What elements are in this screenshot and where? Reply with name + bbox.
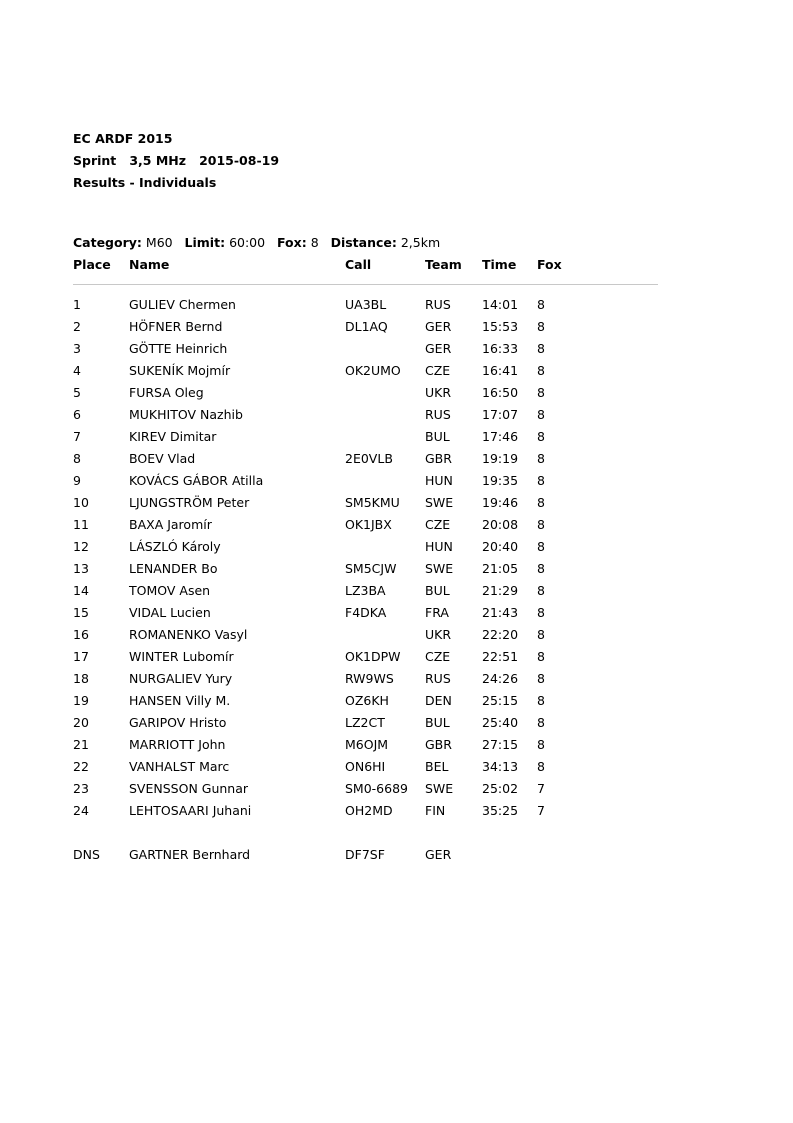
table-row — [0, 736, 793, 758]
cell-call: DL1AQ — [345, 319, 388, 334]
table-row — [0, 340, 793, 362]
cell-time: 17:46 — [482, 429, 519, 444]
cell-team: DEN — [425, 693, 452, 708]
cell-name: SUKENÍK Mojmír — [129, 363, 231, 378]
cell-name: ROMANENKO Vasyl — [129, 627, 248, 642]
column-header-fox: Fox — [537, 257, 562, 272]
cell-name: KOVÁCS GÁBOR Atilla — [129, 473, 264, 488]
column-header-call: Call — [345, 257, 372, 272]
dns-call: DF7SF — [345, 847, 385, 862]
cell-call: OH2MD — [345, 803, 393, 818]
cell-fox: 7 — [537, 803, 545, 818]
event-title: EC ARDF 2015 — [73, 131, 173, 146]
cell-fox: 8 — [537, 495, 545, 510]
column-header-team: Team — [425, 257, 462, 272]
cell-place: 24 — [73, 803, 89, 818]
cell-time: 27:15 — [482, 737, 519, 752]
cell-team: GER — [425, 319, 452, 334]
cell-team: CZE — [425, 363, 451, 378]
cell-call: ON6HI — [345, 759, 386, 774]
cell-time: 16:41 — [482, 363, 519, 378]
cell-time: 20:08 — [482, 517, 519, 532]
table-row — [0, 692, 793, 714]
cell-place: 6 — [73, 407, 81, 422]
cell-place: 11 — [73, 517, 89, 532]
cell-place: 8 — [73, 451, 81, 466]
cell-time: 34:13 — [482, 759, 519, 774]
table-row — [0, 648, 793, 670]
table-row — [0, 714, 793, 736]
competition-date: 2015-08-19 — [199, 153, 280, 168]
cell-team: GER — [425, 341, 452, 356]
cell-name: NURGALIEV Yury — [129, 671, 233, 686]
cell-place: 12 — [73, 539, 89, 554]
cell-time: 22:51 — [482, 649, 519, 664]
cell-team: UKR — [425, 627, 452, 642]
cell-name: HÖFNER Bernd — [129, 319, 223, 334]
cell-team: RUS — [425, 297, 451, 312]
cell-place: 17 — [73, 649, 89, 664]
cell-team: RUS — [425, 671, 451, 686]
cell-time: 21:05 — [482, 561, 519, 576]
cell-place: 1 — [73, 297, 81, 312]
cell-place: 14 — [73, 583, 89, 598]
cell-fox: 8 — [537, 737, 545, 752]
cell-name: LENANDER Bo — [129, 561, 218, 576]
cell-fox: 8 — [537, 517, 545, 532]
cell-time: 25:40 — [482, 715, 519, 730]
cell-place: 3 — [73, 341, 81, 356]
cell-name: MARRIOTT John — [129, 737, 226, 752]
cell-call: UA3BL — [345, 297, 387, 312]
cell-team: BUL — [425, 715, 450, 730]
cell-place: 5 — [73, 385, 81, 400]
cell-team: HUN — [425, 539, 453, 554]
cell-name: VANHALST Marc — [129, 759, 230, 774]
cell-fox: 8 — [537, 385, 545, 400]
cell-name: GARIPOV Hristo — [129, 715, 227, 730]
cell-team: GBR — [425, 737, 452, 752]
dns-row — [0, 846, 793, 868]
cell-fox: 8 — [537, 451, 545, 466]
header-divider — [73, 284, 658, 285]
table-row — [0, 516, 793, 538]
column-header-name: Name — [129, 257, 170, 272]
cell-team: SWE — [425, 781, 454, 796]
competition-name: Sprint — [73, 153, 117, 168]
cell-fox: 8 — [537, 429, 545, 444]
table-row — [0, 758, 793, 780]
cell-call: F4DKA — [345, 605, 387, 620]
document-header — [73, 130, 279, 196]
cell-fox: 8 — [537, 627, 545, 642]
fox-value: 8 — [310, 235, 319, 250]
cell-time: 16:33 — [482, 341, 519, 356]
table-row — [0, 362, 793, 384]
cell-place: 2 — [73, 319, 81, 334]
dns-name: GARTNER Bernhard — [129, 847, 251, 862]
table-row — [0, 318, 793, 340]
distance-value: 2,5km — [400, 235, 441, 250]
cell-place: 19 — [73, 693, 89, 708]
cell-place: 22 — [73, 759, 89, 774]
table-row — [0, 296, 793, 318]
cell-fox: 8 — [537, 649, 545, 664]
table-row — [0, 670, 793, 692]
cell-place: 9 — [73, 473, 81, 488]
limit-value: 60:00 — [229, 235, 266, 250]
results-subtitle: Results - Individuals — [73, 175, 217, 190]
cell-time: 20:40 — [482, 539, 519, 554]
cell-time: 19:46 — [482, 495, 519, 510]
cell-name: TOMOV Asen — [129, 583, 211, 598]
results-table — [0, 296, 793, 824]
cell-fox: 7 — [537, 781, 545, 796]
cell-fox: 8 — [537, 693, 545, 708]
cell-fox: 8 — [537, 671, 545, 686]
cell-call: OK1DPW — [345, 649, 401, 664]
cell-name: WINTER Lubomír — [129, 649, 234, 664]
cell-fox: 8 — [537, 341, 545, 356]
cell-name: BAXA Jaromír — [129, 517, 212, 532]
limit-label: Limit: — [184, 235, 226, 250]
cell-time: 19:35 — [482, 473, 519, 488]
category-label: Category: — [73, 235, 142, 250]
cell-team: SWE — [425, 495, 454, 510]
cell-call: 2E0VLB — [345, 451, 393, 466]
cell-place: 21 — [73, 737, 89, 752]
cell-fox: 8 — [537, 759, 545, 774]
cell-fox: 8 — [537, 363, 545, 378]
cell-time: 24:26 — [482, 671, 519, 686]
cell-time: 15:53 — [482, 319, 519, 334]
cell-time: 14:01 — [482, 297, 519, 312]
cell-fox: 8 — [537, 715, 545, 730]
cell-name: HANSEN Villy M. — [129, 693, 231, 708]
cell-name: VIDAL Lucien — [129, 605, 211, 620]
cell-fox: 8 — [537, 605, 545, 620]
distance-label: Distance: — [330, 235, 397, 250]
category-info — [73, 234, 440, 252]
cell-fox: 8 — [537, 561, 545, 576]
cell-team: FIN — [425, 803, 446, 818]
cell-fox: 8 — [537, 319, 545, 334]
cell-call: SM5CJW — [345, 561, 397, 576]
dns-status: DNS — [73, 847, 100, 862]
cell-place: 16 — [73, 627, 89, 642]
table-row — [0, 538, 793, 560]
cell-name: LÁSZLÓ Károly — [129, 539, 221, 554]
table-row — [0, 472, 793, 494]
table-row — [0, 560, 793, 582]
table-row — [0, 802, 793, 824]
cell-place: 13 — [73, 561, 89, 576]
cell-fox: 8 — [537, 539, 545, 554]
cell-name: GULIEV Chermen — [129, 297, 236, 312]
cell-time: 25:02 — [482, 781, 519, 796]
cell-time: 16:50 — [482, 385, 519, 400]
cell-name: GÖTTE Heinrich — [129, 341, 228, 356]
cell-call: OZ6KH — [345, 693, 389, 708]
column-header-place: Place — [73, 257, 111, 272]
table-row — [0, 450, 793, 472]
category-value: M60 — [145, 235, 173, 250]
cell-time: 22:20 — [482, 627, 519, 642]
cell-call: OK1JBX — [345, 517, 392, 532]
cell-fox: 8 — [537, 583, 545, 598]
table-row — [0, 604, 793, 626]
table-row — [0, 582, 793, 604]
cell-call: OK2UMO — [345, 363, 401, 378]
cell-team: BEL — [425, 759, 449, 774]
column-header-time: Time — [482, 257, 517, 272]
cell-team: BUL — [425, 583, 450, 598]
cell-time: 21:29 — [482, 583, 519, 598]
table-row — [0, 406, 793, 428]
cell-team: RUS — [425, 407, 451, 422]
cell-time: 21:43 — [482, 605, 519, 620]
cell-team: CZE — [425, 649, 451, 664]
table-row — [0, 384, 793, 406]
fox-label: Fox: — [277, 235, 307, 250]
cell-team: CZE — [425, 517, 451, 532]
cell-fox: 8 — [537, 473, 545, 488]
cell-call: RW9WS — [345, 671, 394, 686]
cell-place: 23 — [73, 781, 89, 796]
cell-name: FURSA Oleg — [129, 385, 204, 400]
cell-name: MUKHITOV Nazhib — [129, 407, 243, 422]
cell-place: 4 — [73, 363, 81, 378]
cell-time: 25:15 — [482, 693, 519, 708]
dns-team: GER — [425, 847, 452, 862]
competition-line — [73, 152, 279, 174]
table-row — [0, 428, 793, 450]
cell-team: HUN — [425, 473, 453, 488]
table-row — [0, 780, 793, 802]
cell-team: FRA — [425, 605, 449, 620]
cell-team: SWE — [425, 561, 454, 576]
competition-band: 3,5 MHz — [129, 153, 187, 168]
cell-name: KIREV Dimitar — [129, 429, 217, 444]
cell-call: LZ2CT — [345, 715, 385, 730]
cell-team: BUL — [425, 429, 450, 444]
table-row — [0, 626, 793, 648]
cell-time: 19:19 — [482, 451, 519, 466]
cell-time: 35:25 — [482, 803, 519, 818]
cell-name: SVENSSON Gunnar — [129, 781, 249, 796]
cell-team: GBR — [425, 451, 452, 466]
table-row — [0, 494, 793, 516]
cell-name: BOEV Vlad — [129, 451, 196, 466]
cell-place: 15 — [73, 605, 89, 620]
cell-call: SM5KMU — [345, 495, 400, 510]
cell-fox: 8 — [537, 297, 545, 312]
cell-call: SM0-6689 — [345, 781, 408, 796]
cell-team: UKR — [425, 385, 452, 400]
cell-call: LZ3BA — [345, 583, 386, 598]
cell-name: LJUNGSTRÖM Peter — [129, 495, 250, 510]
cell-fox: 8 — [537, 407, 545, 422]
cell-place: 20 — [73, 715, 89, 730]
cell-place: 10 — [73, 495, 89, 510]
cell-place: 7 — [73, 429, 81, 444]
cell-name: LEHTOSAARI Juhani — [129, 803, 252, 818]
cell-call: M6OJM — [345, 737, 389, 752]
cell-place: 18 — [73, 671, 89, 686]
cell-time: 17:07 — [482, 407, 519, 422]
